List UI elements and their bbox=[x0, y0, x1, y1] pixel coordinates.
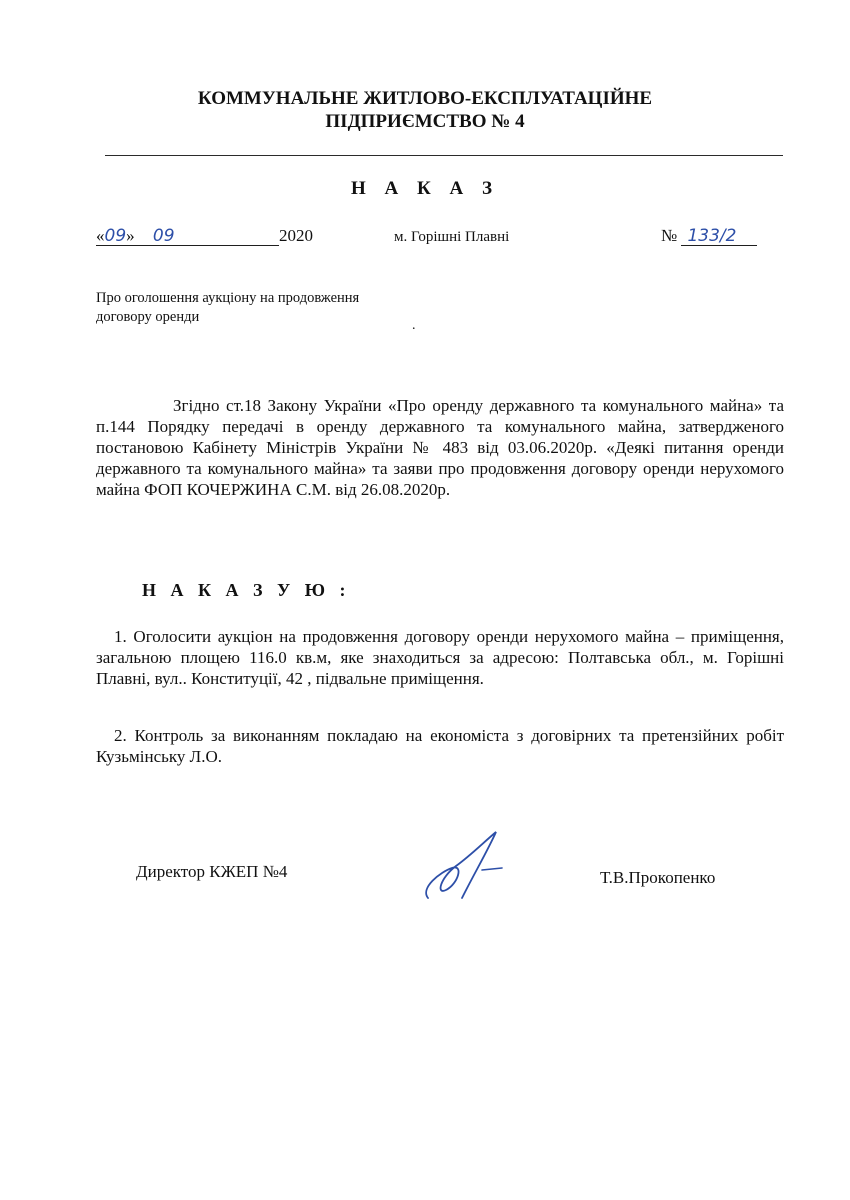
handwritten-signature bbox=[410, 828, 520, 908]
city: м. Горішні Плавні bbox=[394, 229, 510, 245]
signatory-name: Т.В.Прокопенко bbox=[600, 868, 716, 887]
order-item-2: 2. Контроль за виконанням покладаю на економіста з договірних та претензійних робіт Кузьмінську Л.О. bbox=[96, 726, 784, 766]
date-month: 09 bbox=[152, 226, 175, 246]
subject-line2: договору оренди bbox=[96, 309, 200, 325]
number-prefix: № bbox=[661, 226, 678, 245]
order-heading: Н А К А З У Ю : bbox=[142, 580, 351, 600]
signatory-position: Директор КЖЕП №4 bbox=[136, 862, 288, 881]
order-number bbox=[661, 226, 757, 246]
org-name-line2: ПІДПРИЄМСТВО № 4 bbox=[325, 111, 525, 132]
org-name-line1: КОММУНАЛЬНЕ ЖИТЛОВО-ЕКСПЛУАТАЦІЙНЕ bbox=[197, 88, 653, 109]
date-year: 2020 bbox=[279, 226, 313, 245]
date-day: 09 bbox=[104, 226, 127, 246]
date-quote-close: » bbox=[126, 226, 135, 245]
preamble-paragraph: Згідно ст.18 Закону України «Про оренду державного та комунального майна» та п.144 Порядку передачі в оренду державного та комунального майна, затвердженого постановою Кабінету Міністрів України № 483 від 03.06.2020р. «Деякі питання оренди державного та комунального майна» та заяви про продовження договору оренди нерухомого майна ФОП КОЧЕРЖИНА С.М. від 26.08.2020р. bbox=[96, 396, 784, 499]
order-subject bbox=[96, 289, 436, 327]
number-value: 133/2 bbox=[681, 227, 757, 246]
stray-mark: . bbox=[412, 318, 416, 333]
document-title: Н А К А З bbox=[350, 178, 500, 199]
order-date bbox=[96, 226, 313, 246]
header-divider bbox=[105, 155, 783, 156]
order-item-1: 1. Оголосити аукціон на продовження договору оренди нерухомого майна – приміщення, загальною площею 116.0 кв.м, яке знаходиться за адресою: Полтавська обл., м. Горішні Плавні, вул.. Конституції, 42 , підвальне приміщення. bbox=[96, 627, 784, 688]
date-quote-open: « bbox=[96, 226, 105, 245]
subject-line1: Про оголошення аукціону на продовження bbox=[96, 290, 360, 306]
